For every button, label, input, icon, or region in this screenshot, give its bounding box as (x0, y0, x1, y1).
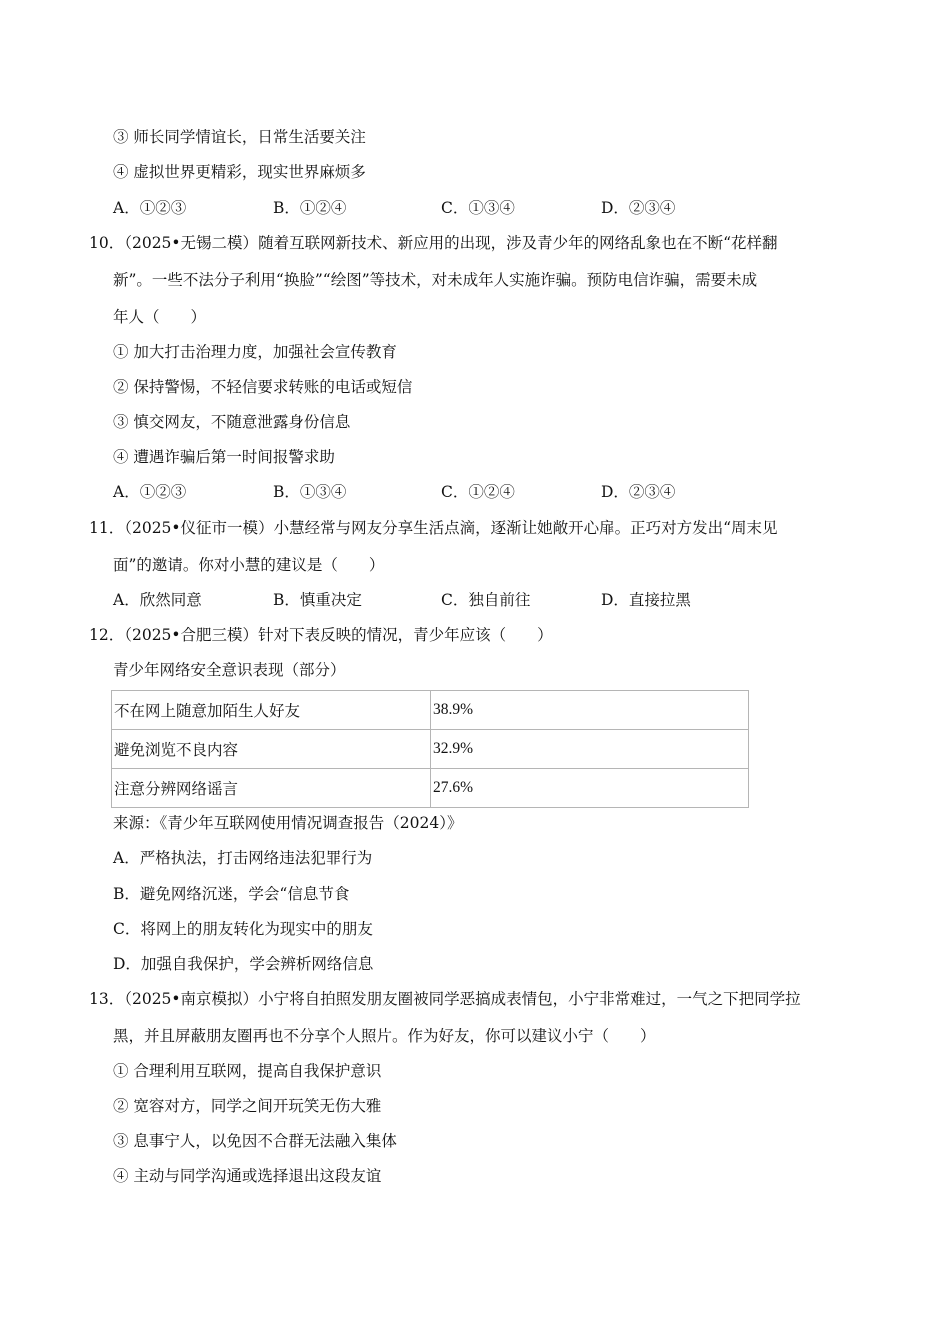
q10-item-2: ② 保持警惕，不轻信要求转账的电话或短信 (113, 378, 413, 396)
q10-stem-line-2: 新”。一些不法分子利用“换脸”“绘图”等技术，对未成年人实施诈骗。预防电信诈骗，需要未成 (113, 271, 758, 289)
q12-option-d[interactable]: D．加强自我保护，学会辨析网络信息 (113, 955, 374, 973)
q10-stem-line-1: 10．（2025•无锡二模）随着互联网新技术、新应用的出现，涉及青少年的网络乱象也在不断“花样翻 (89, 234, 778, 252)
q13-item-1: ① 合理利用互联网，提高自我保护意识 (113, 1062, 382, 1080)
q12-table-title: 青少年网络安全意识表现（部分） (113, 661, 346, 679)
table-cell-value: 27.6% (431, 769, 749, 808)
q12-option-a[interactable]: A．严格执法，打击网络违法犯罪行为 (113, 849, 373, 867)
q9-item-4: ④ 虚拟世界更精彩，现实世界麻烦多 (113, 163, 366, 181)
table-row (112, 769, 749, 808)
q10-item-1: ① 加大打击治理力度，加强社会宣传教育 (113, 343, 397, 361)
table-cell-value: 32.9% (431, 730, 749, 769)
q9-option-a[interactable]: A．①②③ (113, 199, 187, 217)
q10-option-d[interactable]: D．②③④ (601, 483, 676, 501)
q9-option-b[interactable]: B．①②④ (273, 199, 347, 217)
q11-stem-line-2: 面”的邀请。你对小慧的建议是（ ） (113, 556, 385, 574)
q9-item-3: ③ 师长同学情谊长，日常生活要关注 (113, 128, 366, 146)
q10-item-4: ④ 遭遇诈骗后第一时间报警求助 (113, 448, 335, 466)
q11-stem-line-1: 11．（2025•仪征市一模）小慧经常与网友分享生活点滴，逐渐让她敞开心扉。正巧对方发出“周末见 (89, 519, 778, 537)
q9-option-c[interactable]: C．①③④ (441, 199, 515, 217)
q10-option-c[interactable]: C．①②④ (441, 483, 515, 501)
q9-option-d[interactable]: D．②③④ (601, 199, 676, 217)
q12-option-b[interactable]: B．避免网络沉迷，学会“信息节食 (113, 885, 350, 903)
q10-option-a[interactable]: A．①②③ (113, 483, 187, 501)
q11-option-b[interactable]: B．慎重决定 (273, 591, 362, 609)
q11-option-c[interactable]: C．独自前往 (441, 591, 531, 609)
q12-stem-line-1: 12．（2025•合肥三模）针对下表反映的情况，青少年应该（ ） (89, 626, 553, 644)
q12-option-c[interactable]: C．将网上的朋友转化为现实中的朋友 (113, 920, 373, 938)
q13-stem-line-2: 黑，并且屏蔽朋友圈再也不分享个人照片。作为好友，你可以建议小宁（ ） (113, 1027, 656, 1045)
q13-item-4: ④ 主动与同学沟通或选择退出这段友谊 (113, 1167, 382, 1185)
q13-item-2: ② 宽容对方，同学之间开玩笑无伤大雅 (113, 1097, 382, 1115)
q11-option-d[interactable]: D．直接拉黑 (601, 591, 691, 609)
table-row (112, 730, 749, 769)
q10-option-b[interactable]: B．①③④ (273, 483, 347, 501)
q10-item-3: ③ 慎交网友，不随意泄露身份信息 (113, 413, 351, 431)
table-cell-label: 避免浏览不良内容 (112, 730, 431, 769)
q12-table-source: 来源：《青少年互联网使用情况调查报告（2024）》 (113, 814, 463, 832)
table-row (112, 691, 749, 730)
q11-option-a[interactable]: A．欣然同意 (113, 591, 202, 609)
q10-stem-line-3: 年人（ ） (113, 308, 207, 326)
table-cell-value: 38.9% (431, 691, 749, 730)
q13-item-3: ③ 息事宁人，以免因不合群无法融入集体 (113, 1132, 397, 1150)
q13-stem-line-1: 13．（2025•南京模拟）小宁将自拍照发朋友圈被同学恶搞成表情包，小宁非常难过，一气之下把同学拉 (89, 990, 801, 1008)
q12-stats-table (111, 690, 749, 808)
table-cell-label: 注意分辨网络谣言 (112, 769, 431, 808)
table-cell-label: 不在网上随意加陌生人好友 (112, 691, 431, 730)
